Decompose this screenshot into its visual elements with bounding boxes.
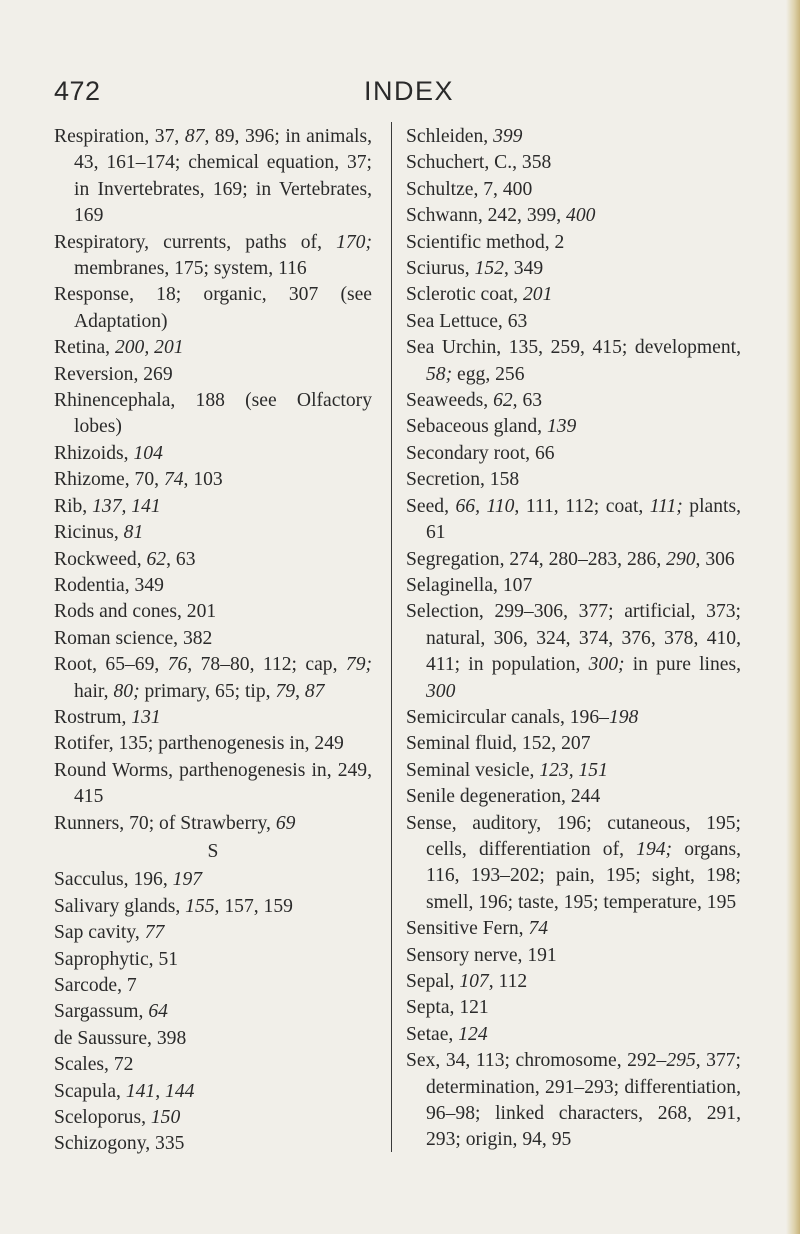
entry-page-ref-italic: 123, 151 bbox=[539, 759, 608, 781]
index-entry bbox=[406, 758, 741, 784]
index-entry bbox=[406, 124, 741, 150]
index-entry bbox=[54, 1105, 372, 1131]
entry-text: Schwann, 242, 399, bbox=[406, 205, 567, 227]
index-entry bbox=[54, 731, 372, 757]
index-entry bbox=[406, 547, 741, 573]
entry-page-ref-italic: 107 bbox=[459, 971, 489, 992]
entry-text: Sensitive Fern, bbox=[406, 918, 529, 940]
entry-page-ref-italic: 300; bbox=[588, 654, 625, 676]
index-entry bbox=[54, 1079, 372, 1105]
entry-text: hair, bbox=[74, 680, 114, 702]
entry-text: Runners, 70; of Strawberry, bbox=[54, 812, 276, 834]
index-entry bbox=[54, 758, 372, 811]
entry-text: Respiratory, currents, paths of, bbox=[54, 231, 337, 253]
index-entry bbox=[406, 335, 741, 388]
index-entry bbox=[54, 705, 372, 731]
entry-text: Sceloporus, bbox=[54, 1107, 151, 1129]
index-entry bbox=[54, 867, 372, 893]
entry-page-ref-italic: 290 bbox=[666, 548, 696, 570]
entry-text: Septa, 121 bbox=[406, 997, 489, 1019]
entry-page-ref-italic: 194; bbox=[636, 838, 673, 860]
index-entry bbox=[54, 599, 372, 625]
entry-page-ref-italic: 399 bbox=[493, 126, 523, 147]
entry-page-ref-italic: 74 bbox=[163, 469, 184, 491]
entry-text: Rib, bbox=[54, 495, 93, 517]
entry-text: Scapula, bbox=[54, 1080, 126, 1102]
entry-text: Sargassum, bbox=[54, 1001, 149, 1023]
entry-page-ref-italic: 300 bbox=[426, 680, 456, 702]
entry-text: Schuchert, C., 358 bbox=[406, 152, 552, 174]
entry-text: Rodentia, 349 bbox=[54, 574, 164, 596]
index-entry bbox=[406, 943, 741, 969]
index-entry bbox=[406, 494, 741, 547]
entry-page-ref-italic: 152 bbox=[474, 258, 504, 280]
index-entry bbox=[54, 999, 372, 1025]
index-entry bbox=[54, 1052, 372, 1078]
entry-text: , 112 bbox=[488, 971, 528, 992]
page-header bbox=[0, 76, 800, 110]
index-entry bbox=[406, 995, 741, 1021]
column-divider bbox=[391, 122, 392, 1152]
entry-page-ref-italic: 76 bbox=[167, 654, 188, 676]
entry-text: Retina, bbox=[54, 337, 115, 359]
entry-page-ref-italic: 170; bbox=[336, 231, 372, 253]
index-entry bbox=[406, 731, 741, 757]
entry-text: Reversion, 269 bbox=[54, 363, 173, 385]
entry-page-ref-italic: 198 bbox=[608, 706, 639, 728]
entry-text: Rhizome, 70, bbox=[54, 469, 164, 491]
entry-text: Rhizoids, bbox=[54, 442, 134, 464]
entry-page-ref-italic: 87 bbox=[184, 126, 205, 147]
entry-text: Scales, 72 bbox=[54, 1054, 134, 1076]
index-entry bbox=[54, 467, 372, 493]
entry-page-ref-italic: 197 bbox=[172, 869, 203, 891]
entry-text: primary, 65; tip, bbox=[139, 680, 276, 702]
entry-page-ref-italic: 137, 141 bbox=[92, 495, 161, 517]
index-entry bbox=[406, 1022, 741, 1048]
entry-text: organs, 116, 193–202; pain, 195; sight, 198; smell, 196; taste, 195; temperature, 195 bbox=[426, 838, 741, 913]
entry-text: Scientific method, 2 bbox=[406, 231, 565, 253]
entry-page-ref-italic: 79; bbox=[345, 654, 373, 676]
entry-text: Sepal, bbox=[406, 971, 460, 992]
entry-text: , bbox=[295, 680, 305, 702]
entry-text: Response, 18; organic, 307 (see Adaptation) bbox=[54, 284, 372, 332]
entry-text: Sex, 34, 113; chromosome, 292– bbox=[406, 1050, 667, 1072]
entry-text: Secondary root, 66 bbox=[406, 442, 555, 464]
index-column-right bbox=[406, 124, 741, 1154]
entry-page-ref-italic: 295 bbox=[666, 1050, 696, 1072]
entry-text: Schizogony, 335 bbox=[54, 1133, 185, 1155]
entry-text: de Saussure, 398 bbox=[54, 1027, 187, 1049]
entry-page-ref-italic: 200, 201 bbox=[114, 337, 184, 359]
entry-text: Selaginella, 107 bbox=[406, 574, 533, 596]
index-entry bbox=[406, 811, 741, 917]
index-entry bbox=[54, 947, 372, 973]
entry-text: Sea Urchin, 135, 259, 415; development, bbox=[406, 337, 741, 359]
entry-page-ref-italic: 69 bbox=[275, 812, 296, 834]
index-entry bbox=[54, 894, 372, 920]
page-edge-stain bbox=[786, 0, 800, 1234]
entry-page-ref-italic: 64 bbox=[148, 1001, 168, 1023]
index-entry bbox=[54, 573, 372, 599]
index-entry bbox=[406, 916, 741, 942]
entry-page-ref-italic: 400 bbox=[566, 205, 596, 227]
running-head: INDEX bbox=[364, 76, 455, 106]
index-entry bbox=[54, 124, 372, 230]
index-entry bbox=[54, 652, 372, 705]
entry-page-ref-italic: 111; bbox=[649, 495, 683, 517]
entry-page-ref-italic: 81 bbox=[123, 522, 144, 544]
entry-text: Rotifer, 135; parthenogenesis in, 249 bbox=[54, 733, 344, 755]
entry-text: plants, 61 bbox=[426, 495, 741, 544]
entry-page-ref-italic: 58; bbox=[426, 363, 453, 385]
entry-text: Selection, 299–306, 377; artificial, 373; natural, 306, 324, 374, 376, 378, 410, 411; in population, bbox=[406, 601, 741, 676]
entry-text: Setae, bbox=[406, 1023, 459, 1045]
entry-text: , 111, 112; coat, bbox=[514, 495, 650, 517]
entry-text: Sarcode, 7 bbox=[54, 975, 137, 996]
index-entry bbox=[54, 335, 372, 361]
entry-page-ref-italic: 131 bbox=[131, 706, 161, 728]
entry-page-ref-italic: 74 bbox=[528, 918, 549, 940]
entry-text: Sense, auditory, 196; cutaneous, 195; cells, differentiation of, bbox=[406, 812, 741, 860]
entry-text: , 89, 396; in animals, 43, 161–174; chemical equation, 37; in Invertebrates, 169; in Vertebrates, 169 bbox=[74, 126, 373, 227]
index-entry bbox=[406, 784, 741, 810]
index-entry bbox=[406, 388, 741, 414]
index-entry bbox=[54, 520, 372, 546]
index-entry bbox=[406, 1048, 741, 1154]
index-entry bbox=[406, 309, 741, 335]
entry-text: Senile degeneration, 244 bbox=[406, 786, 601, 808]
entry-page-ref-italic: 104 bbox=[133, 442, 163, 464]
entry-text: , 78–80, 112; cap, bbox=[187, 654, 346, 676]
entry-text: Rostrum, bbox=[54, 706, 132, 728]
entry-text: , 377; determination, 291–293; differentiation, 96–98; linked characters, 268, 291, 293; origin, 94, 95 bbox=[426, 1050, 742, 1151]
entry-page-ref-italic: 62 bbox=[493, 390, 513, 412]
index-entry bbox=[406, 256, 741, 282]
index-entry bbox=[54, 441, 372, 467]
entry-page-ref-italic: 87 bbox=[304, 680, 325, 702]
entry-text: Schultze, 7, 400 bbox=[406, 178, 533, 200]
index-entry bbox=[406, 441, 741, 467]
entry-text: Seminal vesicle, bbox=[406, 759, 540, 781]
index-entry bbox=[54, 1026, 372, 1052]
entry-text: Seminal fluid, 152, 207 bbox=[406, 733, 591, 755]
index-entry bbox=[406, 414, 741, 440]
entry-text: Seed, bbox=[406, 495, 456, 517]
index-entry bbox=[406, 230, 741, 256]
index-entry bbox=[54, 626, 372, 652]
entry-page-ref-italic: 66, 110 bbox=[455, 495, 515, 517]
index-entry bbox=[406, 573, 741, 599]
entry-text: Respiration, 37, bbox=[54, 126, 185, 147]
entry-text: , 349 bbox=[503, 258, 544, 280]
entry-text: , 306 bbox=[695, 548, 735, 570]
index-entry bbox=[54, 362, 372, 388]
index-entry bbox=[406, 282, 741, 308]
index-entry bbox=[406, 177, 741, 203]
index-entry bbox=[54, 388, 372, 441]
entry-text: Segregation, 274, 280–283, 286, bbox=[406, 548, 667, 570]
entry-text: Roman science, 382 bbox=[54, 627, 213, 649]
entry-text: Ricinus, bbox=[54, 522, 124, 544]
index-entry bbox=[54, 282, 372, 335]
entry-page-ref-italic: 155 bbox=[185, 895, 215, 917]
entry-page-ref-italic: 201 bbox=[522, 284, 553, 306]
entry-text: Sea Lettuce, 63 bbox=[406, 310, 528, 332]
entry-page-ref-italic: 80; bbox=[113, 680, 140, 702]
entry-page-ref-italic: 124 bbox=[458, 1023, 488, 1045]
page-number: 472 bbox=[54, 76, 101, 106]
index-entry bbox=[406, 705, 741, 731]
entry-text: Semicircular canals, 196– bbox=[406, 706, 609, 728]
entry-text: Sap cavity, bbox=[54, 922, 145, 944]
section-letter: S bbox=[207, 840, 219, 862]
entry-text: Secretion, 158 bbox=[406, 469, 520, 491]
entry-page-ref-italic: 141, 144 bbox=[125, 1080, 195, 1102]
index-entry bbox=[406, 467, 741, 493]
entry-text: Seaweeds, bbox=[406, 390, 494, 412]
index-column-left bbox=[54, 124, 372, 1158]
entry-text: Salivary glands, bbox=[54, 895, 186, 917]
index-entry bbox=[406, 203, 741, 229]
entry-page-ref-italic: 150 bbox=[150, 1107, 181, 1129]
index-entry bbox=[54, 920, 372, 946]
entry-text: Rockweed, bbox=[54, 548, 147, 570]
entry-text: Sciurus, bbox=[406, 258, 475, 280]
entry-text: , 63 bbox=[166, 548, 196, 570]
entry-page-ref-italic: 139 bbox=[546, 416, 577, 438]
entry-page-ref-italic: 77 bbox=[144, 922, 165, 944]
entry-page-ref-italic: 79 bbox=[275, 680, 296, 702]
entry-text: Sacculus, 196, bbox=[54, 869, 173, 891]
entry-text: Sensory nerve, 191 bbox=[406, 944, 557, 966]
entry-text: Root, 65–69, bbox=[54, 654, 168, 676]
index-entry bbox=[406, 969, 741, 995]
index-entry bbox=[54, 811, 372, 837]
entry-page-ref-italic: 62 bbox=[146, 548, 167, 570]
index-entry bbox=[54, 494, 372, 520]
entry-text: egg, 256 bbox=[452, 363, 525, 385]
index-entry bbox=[54, 230, 372, 283]
entry-text: Round Worms, parthenogenesis in, 249, 415 bbox=[54, 759, 372, 808]
entry-text: Sclerotic coat, bbox=[406, 284, 523, 306]
index-entry bbox=[54, 973, 372, 999]
index-entry bbox=[406, 150, 741, 176]
entry-text: Schleiden, bbox=[406, 126, 494, 147]
index-entry bbox=[54, 547, 372, 573]
entry-text: Rhinencephala, 188 (see Olfactory lobes) bbox=[54, 390, 372, 438]
entry-text: membranes, 175; system, 116 bbox=[74, 258, 307, 280]
index-entry bbox=[406, 599, 741, 705]
entry-text: Rods and cones, 201 bbox=[54, 601, 217, 623]
entry-text: , 103 bbox=[183, 469, 223, 491]
entry-text: Saprophytic, 51 bbox=[54, 948, 179, 970]
entry-text: , 157, 159 bbox=[214, 895, 293, 917]
index-entry bbox=[54, 1131, 372, 1157]
entry-text: Sebaceous gland, bbox=[406, 416, 547, 438]
entry-text: , 63 bbox=[512, 390, 543, 412]
entry-text: in pure lines, bbox=[624, 654, 741, 676]
